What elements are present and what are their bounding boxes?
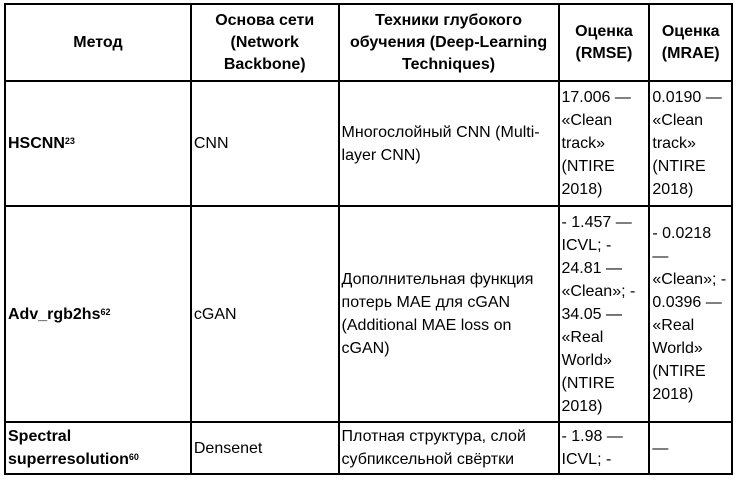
rmse-cell: - 1.457 — ICVL; - 24.81 — «Clean»; - 34.05 — «Real World» (NTIRE 2018) — [559, 206, 650, 422]
backbone-cell: Densenet — [191, 422, 339, 474]
header-mrae: Оценка (MRAE) — [649, 4, 732, 81]
table-header-row — [5, 4, 732, 81]
method-cell — [5, 206, 191, 422]
method-name: HSCNN — [8, 135, 65, 152]
table-row — [5, 81, 732, 206]
header-techniques: Техники глубокого обучения (Deep-Learning Techniques) — [339, 4, 559, 81]
techniques-cell: Многослойный CNN (Multi-layer CNN) — [339, 81, 559, 206]
mrae-cell: 0.0190 — «Clean track» (NTIRE 2018) — [649, 81, 732, 206]
mrae-cell: - 0.0218 — «Clean»; - 0.0396 — «Real World» (NTIRE 2018) — [649, 206, 732, 422]
header-backbone: Основа сети (Network Backbone) — [191, 4, 339, 81]
techniques-cell: Дополнительная функция потерь MAE для cGAN (Additional MAE loss on cGAN) — [339, 206, 559, 422]
header-method: Метод — [5, 4, 191, 81]
rmse-cell: 17.006 — «Clean track» (NTIRE 2018) — [559, 81, 650, 206]
backbone-cell: cGAN — [191, 206, 339, 422]
table-row — [5, 422, 732, 474]
backbone-cell: CNN — [191, 81, 339, 206]
mrae-cell: — — [649, 422, 732, 474]
rmse-cell: - 1.98 — ICVL; - — [559, 422, 650, 474]
method-name: Adv_rgb2hs — [8, 305, 101, 323]
reference-number: 23 — [64, 136, 75, 146]
method-cell — [5, 81, 191, 206]
methods-table — [4, 3, 733, 475]
table-row — [5, 206, 732, 422]
method-name: Spectral superresolution — [8, 428, 129, 468]
techniques-cell: Плотная структура, слой субпиксельной свёртки — [339, 422, 559, 474]
method-cell — [5, 422, 191, 474]
reference-number: 62 — [100, 306, 111, 317]
header-rmse: Оценка (RMSE) — [559, 4, 650, 81]
reference-number: 60 — [128, 452, 139, 462]
